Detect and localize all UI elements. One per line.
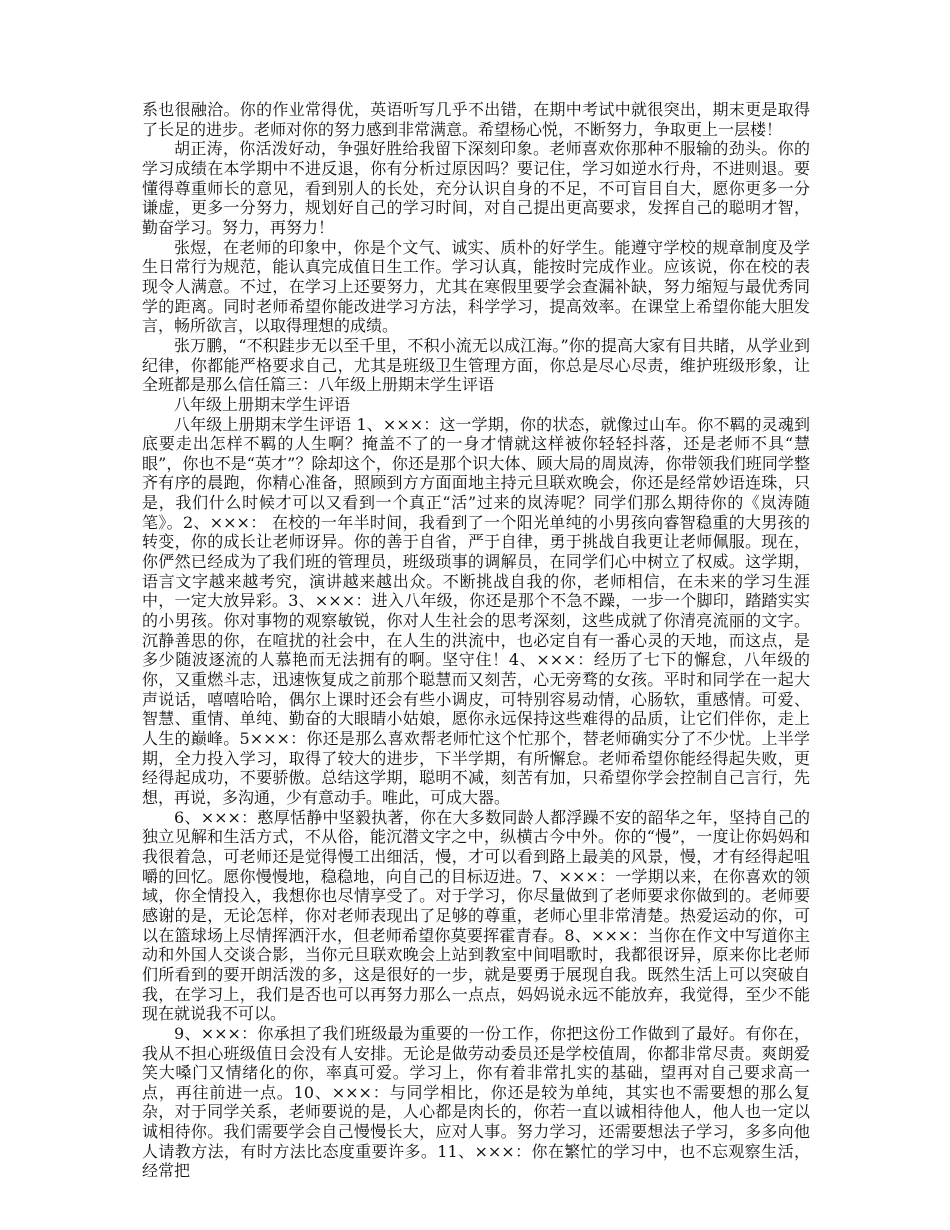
paragraph-7: 6、×××：憨厚恬静中坚毅执著，你在大多数同龄人都浮躁不安的韶华之年，坚持自己的独立见解和生活方式，不从俗，能沉潜文字之中，纵横古今中外。你的“慢”，一度让你妈妈和我很着急，可老师还是觉得慢工出细活，慢，才可以看到路上最美的风景，慢，才有经得起咀嚼的回忆。愿你慢慢地，稳稳地，向自己的目标迈进。7、×××：一学期以来，在你喜欢的领域，你全情投入，我想你也尽情享受了。对于学习，你尽量做到了老师要求你做到的。老师要感谢的是，无论怎样，你对老师表现出了足够的尊重，老师心里非常清楚。热爱运动的你，可以在篮球场上尽情挥洒汗水，但老师希望你莫要挥霍青春。8、×××：当你在作文中写道你主动和外国人交谈合影，当你元旦联欢晚会上站到教室中间唱歌时，我都很讶异，原来你比老师们所看到的要开朗活泼的多，这是很好的一步，就是要勇于展现自我。既然生活上可以突破自我，在学习上，我们是否也可以再努力那么一点点，妈妈说永远不能放弃，我觉得，至少不能现在就说我不可以。: [142, 807, 810, 1024]
paragraph-1: 系也很融洽。你的作业常得优，英语听写几乎不出错，在期中考试中就很突出，期末更是取得了长足的进步。老师对你的努力感到非常满意。希望杨心悦，不断努力，争取更上一层楼！: [142, 100, 810, 139]
paragraph-2: 胡正涛，你活泼好动，争强好胜给我留下深刻印象。老师喜欢你那种不服输的劲头。你的学习成绩在本学期中不进反退，你有分析过原因吗？要记住，学习如逆水行舟，不进则退。要懂得尊重师长的意见，看到别人的长处，充分认识自身的不足，不可盲目自大，愿你更多一分谦虚，更多一分努力，规划好自己的学习时间，对自己提出更高要求，发挥自己的聪明才智，勤奋学习。努力，再努力！: [142, 139, 810, 237]
document-body: [142, 100, 810, 1181]
section-heading: 八年级上册期末学生评语: [174, 394, 351, 414]
paragraph-4: 张万鹏，“不积跬步无以至千里，不积小流无以成江海。”你的提高大家有目共睹，从学业到纪律，你都能严格要求自己，尤其是班级卫生管理方面，你总是尽心尽责，维护班级形象，让全班都是那么信任篇三：八年级上册期末学生评语: [142, 335, 810, 395]
paragraph-8: 9、×××：你承担了我们班级最为重要的一份工作，你把这份工作做到了最好。有你在，我从不担心班级值日会没有人安排。无论是做劳动委员还是学校值周，你都非常尽责。爽朗爱笑大嗓门又情绪化的你，率真可爱。学习上，你有着非常扎实的基础，望再对自己要求高一点，再往前进一点。10、×××：与同学相比，你还是较为单纯，其实也不需要想的那么复杂，对于同学关系，老师要说的是，人心都是肉长的，你若一直以诚相待他人，他人也一定以诚相待你。我们需要学会自己慢慢长大，应对人事。努力学习，还需要想法子学习，多多向他人请教方法，有时方法比态度重要许多。11、×××：你在繁忙的学习中，也不忘观察生活，经常把: [142, 1023, 810, 1181]
paragraph-3: 张煜，在老师的印象中，你是个文气、诚实、质朴的好学生。能遵守学校的规章制度及学生日常行为规范，能认真完成值日生工作。学习认真，能按时完成作业。应该说，你在校的表现令人满意。不过，在学习上还要努力，尤其在寒假里要学会查漏补缺，努力缩短与最优秀同学的距离。同时老师希望你能改进学习方法，科学学习，提高效率。在课堂上希望你能大胆发言，畅所欲言，以取得理想的成绩。: [142, 237, 810, 336]
paragraph-6: 八年级上册期末学生评语 1、×××：这一学期，你的状态，就像过山车。你不羁的灵魂到底要走出怎样不羁的人生啊？掩盖不了的一身才情就这样被你轻轻抖落，还是老师不具“慧眼”，你也不是“英才”？除却这个，你还是那个识大体、顾大局的周岚涛，你带领我们班同学整齐有序的晨跑，你精心准备，照顾到方方面面地主持元旦联欢晚会，你还是经常妙语连珠，只是，我们什么时候才可以又看到一个真正“活”过来的岚涛呢？同学们那么期待你的《岚涛随笔》。2、×××： 在校的一年半时间，我看到了一个阳光单纯的小男孩向睿智稳重的大男孩的转变，你的成长让老师讶异。你的善于自省，严于自律，勇于挑战自我更让老师佩服。现在，你俨然已经成为了我们班的管理员，班级琐事的调解员，在同学们心中树立了权威。这学期，语言文字越来越考究，演讲越来越出众。不断挑战自我的你，老师相信，在未来的学习生涯中，一定大放异彩。3、×××：进入八年级，你还是那个不急不躁，一步一个脚印，踏踏实实的小男孩。你对事物的观察敏锐，你对人生社会的思考深刻，这些成就了你清亮流丽的文字。沉静善思的你，在喧扰的社会中，在人生的洪流中，也必定自有一番心灵的天地，而这点，是多少随波逐流的人慕艳而无法拥有的啊。坚守住！4、×××：经历了七下的懈怠，八年级的你，又重燃斗志，迅速恢复成之前那个聪慧而又刻苦，心无旁骛的女孩。平时和同学在一起大声说话，嘻嘻哈哈，偶尔上课时还会有些小调皮，可特别容易动情，心肠软，重感情。可爱、智慧、重情、单纯、勤奋的大眼睛小姑娘，愿你永远保持这些难得的品质，让它们伴你，走上人生的巅峰。5×××：你还是那么喜欢帮老师忙这个忙那个，替老师确实分了不少忧。上半学期，全力投入学习，取得了较大的进步，下半学期，有所懈怠。老师希望你能经得起失败，更经得起成功，不要骄傲。总结这学期，聪明不减，刻苦有加，只希望你学会控制自己言行，先想，再说，多沟通，少有意动手。唯此，可成大器。: [142, 414, 810, 807]
